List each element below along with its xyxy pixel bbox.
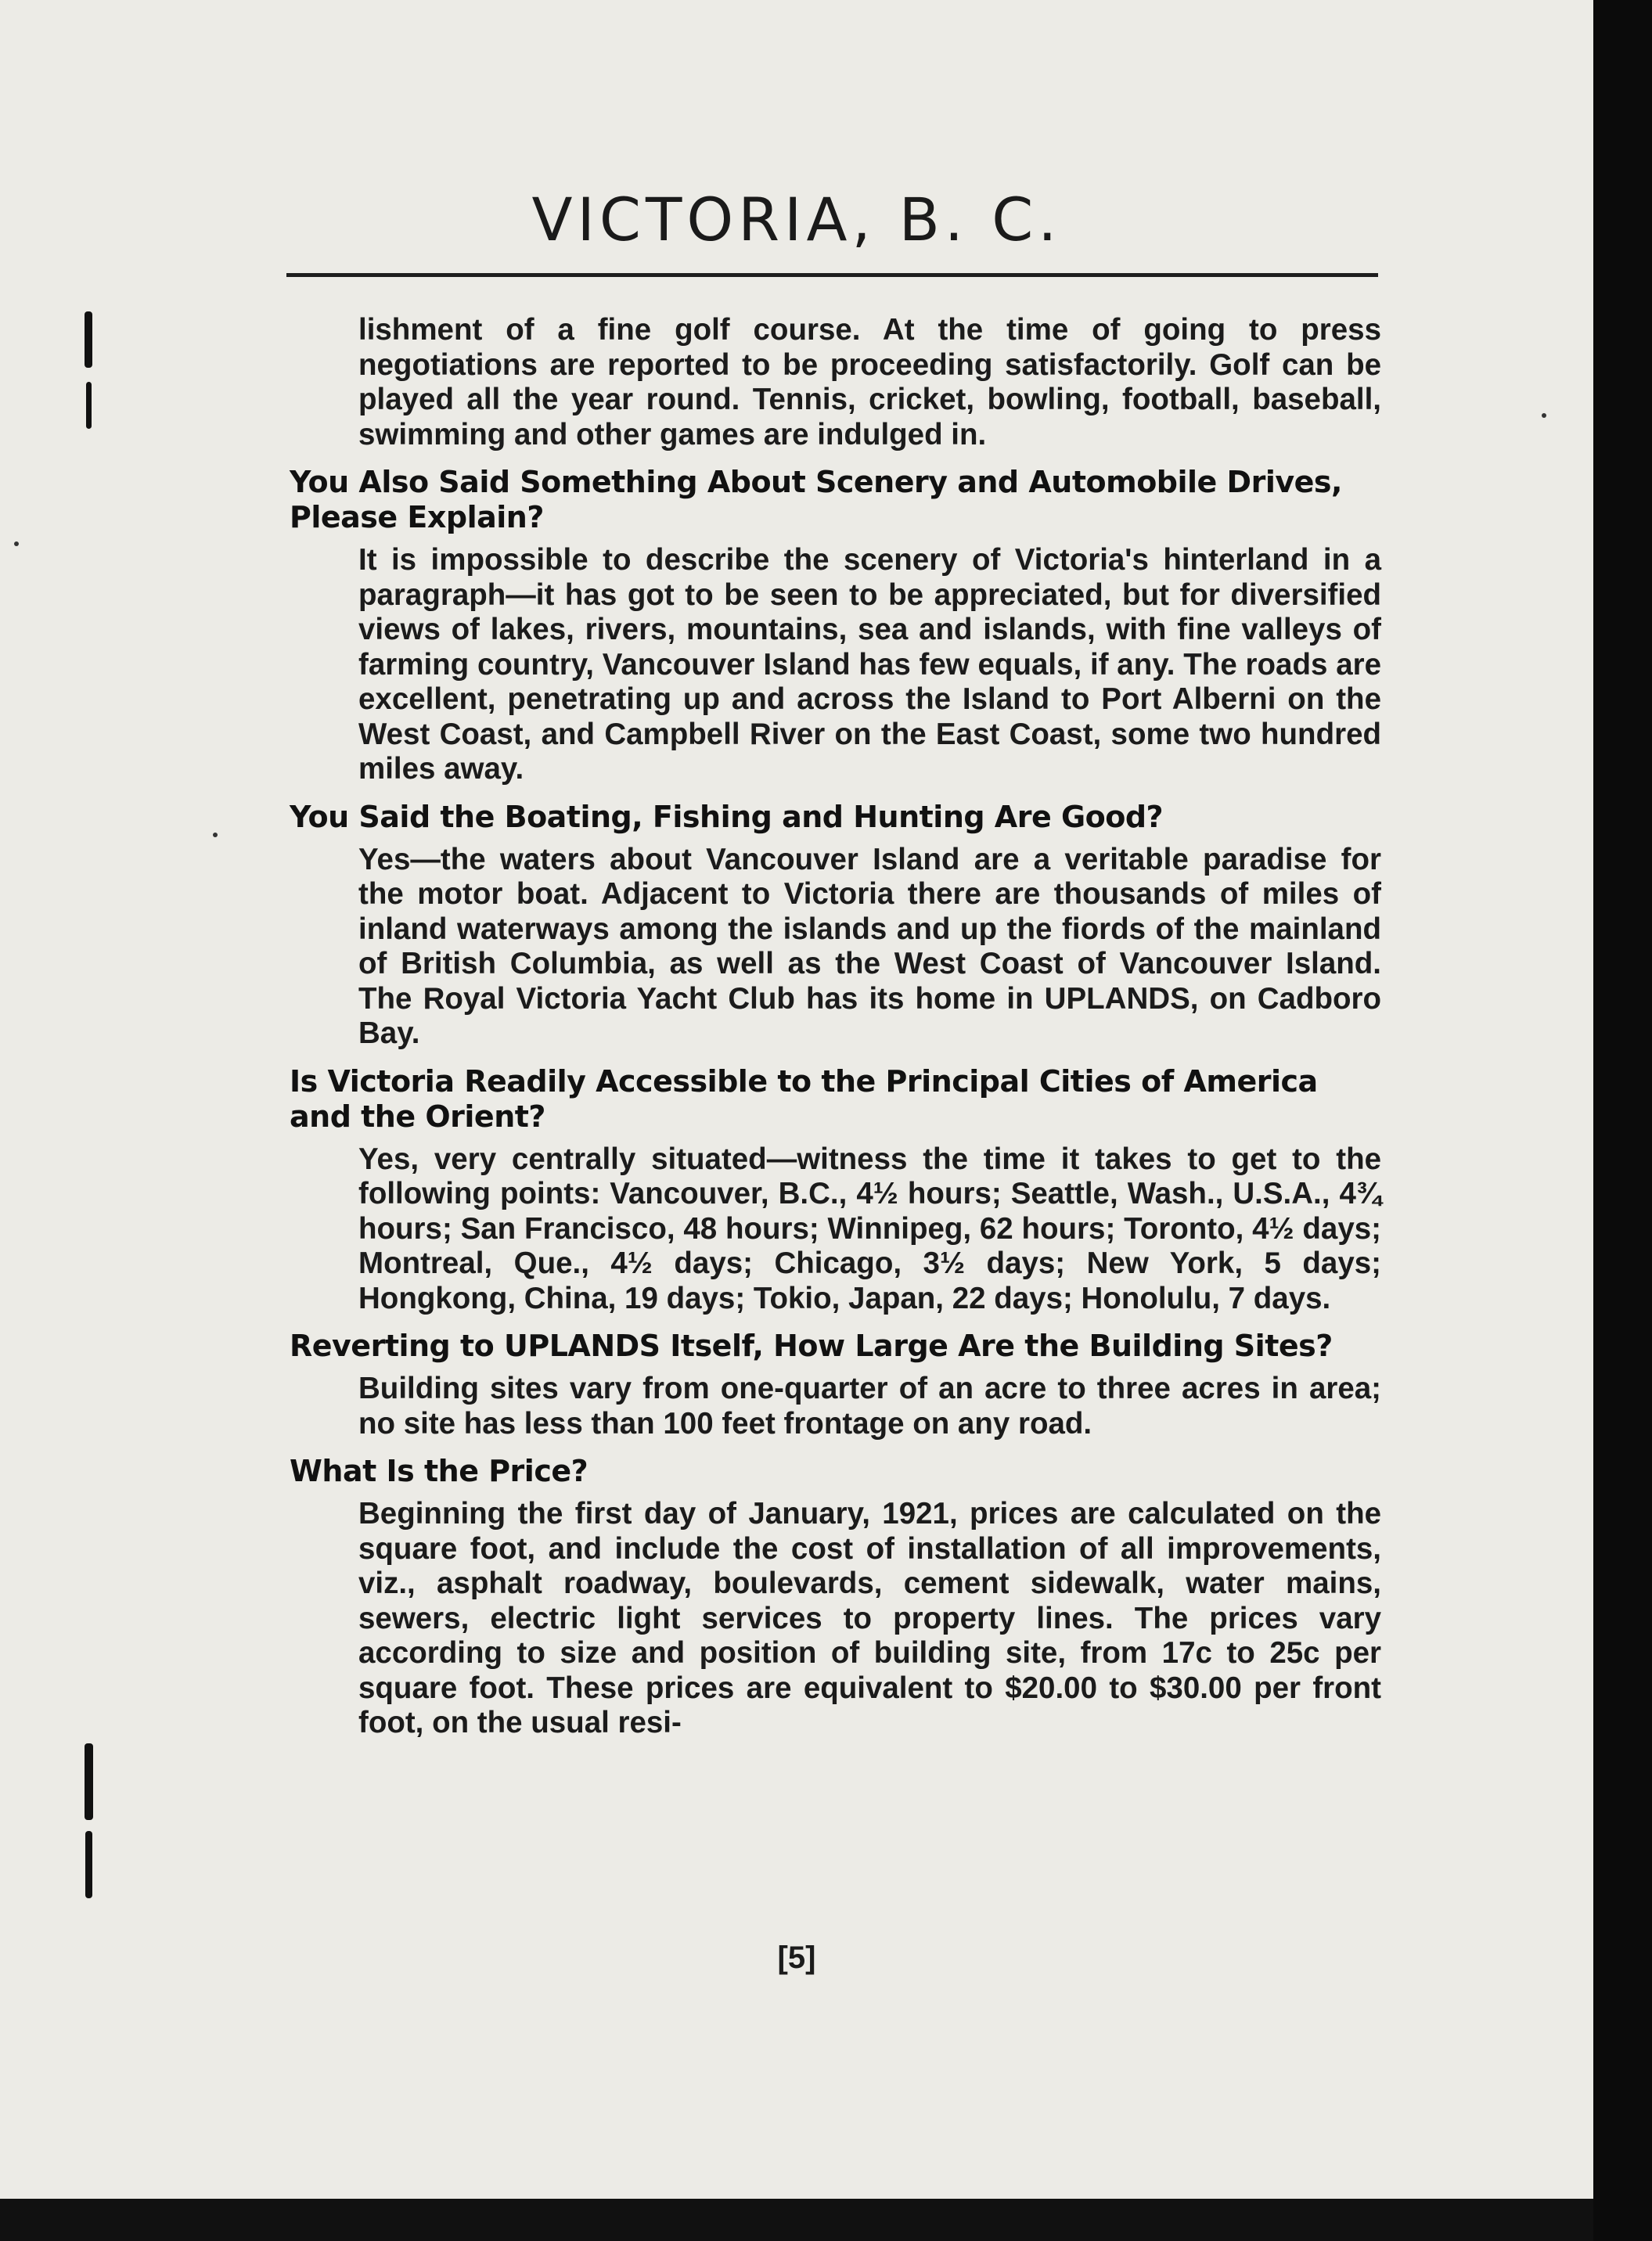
scan-speck [1542,413,1546,418]
document-body [290,313,1381,1754]
binding-mark [85,311,92,368]
answer-paragraph: Beginning the first day of January, 1921, prices are calculated on the square foot, and include the cost of installation of all improvements, viz., asphalt roadway, boulevards, cement sidewalk, water mains, sewers, electric light services to property lines. The prices vary according to size and position of building site, from 17c to 25c per square foot. These prices are equivalent to $20.00 to $30.00 per front foot, on the usual resi- [358,1497,1381,1739]
answer-paragraph: Building sites vary from one-quarter of an acre to three acres in area; no site has less than 100 feet frontage on any road. [358,1372,1381,1441]
question-heading: What Is the Price? [290,1454,588,1488]
page-number: [5] [777,1941,816,1975]
question-heading: Is Victoria Readily Accessible to the Principal Cities of America and the Orient? [290,1063,1318,1134]
bottom-shadow [0,2199,1593,2241]
answer-paragraph: Yes, very centrally situated—witness the time it takes to get to the following points: Vancouver, B.C., 4½ hours; Seattle, Wash., U.S.A., 4¾ hours; San Francisco, 48 hours; Winnipeg, 62 hours; Toronto, 4½ days; Montreal, Que., 4½ days; Chicago, 3½ days; New York, 5 days; Hongkong, China, 19 days; Tokio, Japan, 22 days; Honolulu, 7 days. [358,1142,1381,1315]
question-heading: You Also Said Something About Scenery and Automobile Drives, Please Explain? [290,465,1342,534]
header-rule [286,273,1378,277]
binding-mark [85,1743,93,1820]
binding-mark [85,1831,92,1898]
question-heading: You Said the Boating, Fishing and Hunting Are Good? [290,799,1164,834]
question-heading: Reverting to UPLANDS Itself, How Large Are the Building Sites? [290,1329,1333,1363]
answer-paragraph: lishment of a fine golf course. At the time of going to press negotiations are reported to be proceeding satisfactorily. Golf can be played all the year round. Tennis, cricket, bowling, football, baseball, swimming and other games are indulged in. [358,313,1381,451]
answer-paragraph: Yes—the waters about Vancouver Island are a veritable paradise for the motor boat. Adjacent to Victoria there are thousands of miles of inland waterways among the islands and up the fiords of the mainland of British Columbia, as well as the West Coast of Vancouver Island. The Royal Victoria Yacht Club has its home in UPLANDS, on Cadboro Bay. [358,842,1381,1050]
scan-speck [213,833,218,837]
page-edge-shadow [1593,0,1652,2241]
answer-paragraph: It is impossible to describe the scenery of Victoria's hinterland in a paragraph—it has got to be seen to be appreciated, but for diversified views of lakes, rivers, mountains, sea and islands, with fine valleys of farming country, Vancouver Island has few equals, if any. The roads are excellent, penetrating up and across the Island to Port Alberni on the West Coast, and Campbell River on the East Coast, some two hundred miles away. [358,543,1381,786]
page-header: VICTORIA, B. C. [531,185,1062,254]
scan-speck [14,541,19,546]
binding-mark [86,382,92,429]
